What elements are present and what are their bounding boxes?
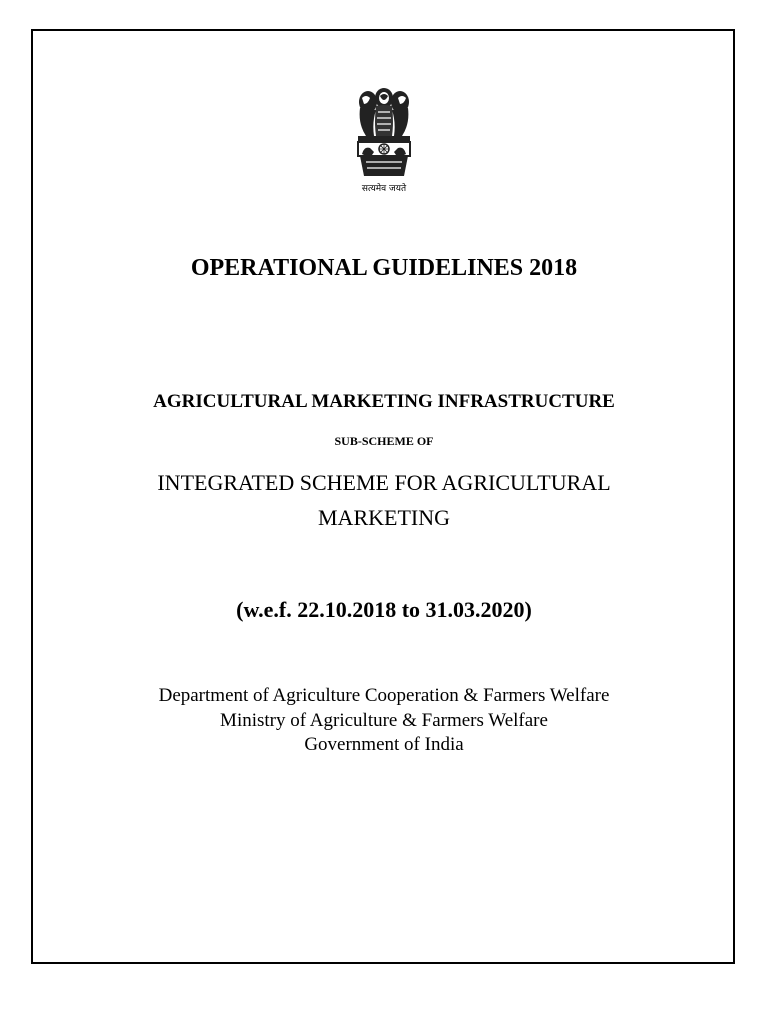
subscheme-title: AGRICULTURAL MARKETING INFRASTRUCTURE xyxy=(153,391,615,412)
issuer-government: Government of India xyxy=(304,734,464,755)
scheme-name-line-2: MARKETING xyxy=(318,505,450,530)
issuer-ministry: Ministry of Agriculture & Farmers Welfare xyxy=(220,710,548,731)
emblem xyxy=(340,84,428,196)
emblem-motto: सत्यमेव जयते xyxy=(361,184,407,194)
validity-period: (w.e.f. 22.10.2018 to 31.03.2020) xyxy=(236,597,532,622)
national-emblem-icon xyxy=(352,84,416,180)
scheme-name-line-1: INTEGRATED SCHEME FOR AGRICULTURAL xyxy=(157,470,611,495)
subscheme-label: SUB-SCHEME OF xyxy=(334,434,434,448)
document-title: OPERATIONAL GUIDELINES 2018 xyxy=(190,255,578,281)
issuer-department: Department of Agriculture Cooperation & Farmers Welfare xyxy=(158,685,610,706)
